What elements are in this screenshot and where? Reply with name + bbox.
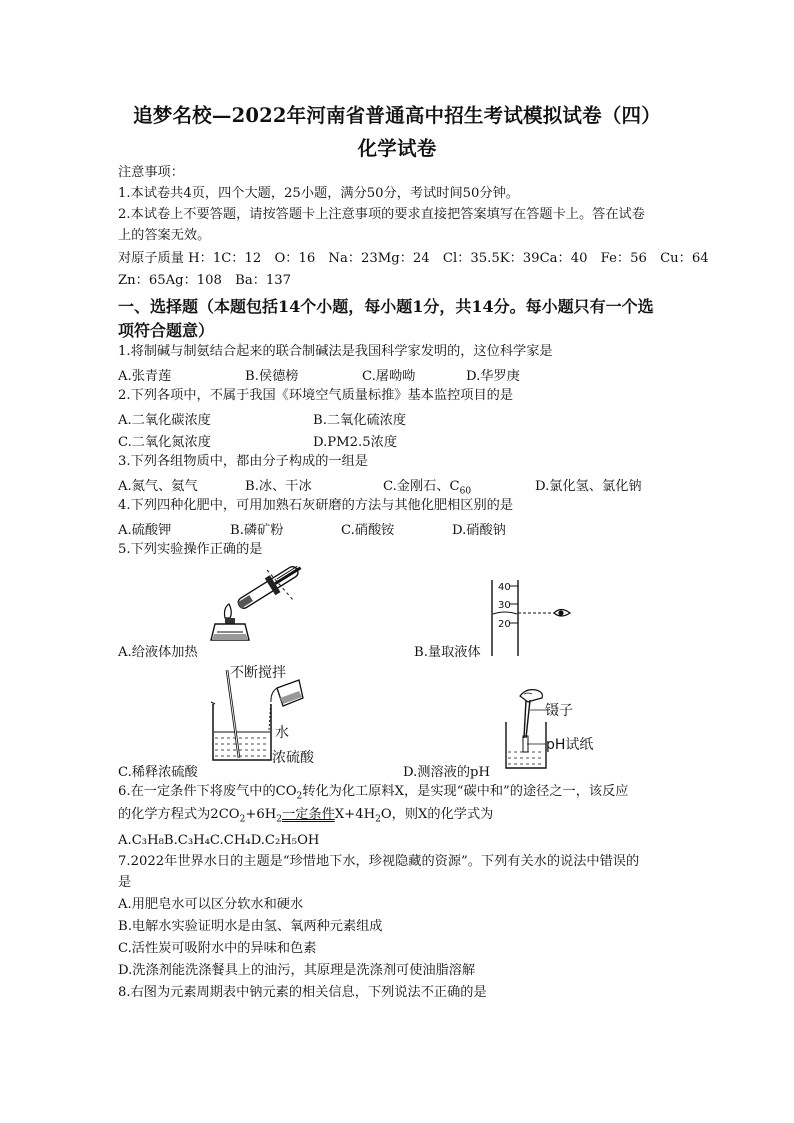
q4-stem: 4.下列四种化肥中，可用加熟石灰研磨的方法与其他化肥相区别的是 (118, 498, 514, 513)
q5-option-b: B.量取液体 (414, 645, 481, 660)
label-water: 水 (275, 725, 289, 741)
q1-option-b: B.侯德榜 (245, 369, 299, 384)
section-1-heading-cont: 项符合题意） (118, 321, 215, 340)
q6-options: A.C₃H₈B.C₃H₄C.CH₄D.C₂H₅OH (118, 833, 320, 848)
q3-option-a: A.氮气、氦气 (118, 479, 198, 494)
cyl-tick-40: 40 (498, 582, 511, 593)
note-1: 1.本试卷共4页，四个大题，25小题，满分50分，考试时间50分钟。 (118, 186, 519, 201)
section-1-heading: 一、选择题（本题包括14个小题，每小题1分，共14分。每小题只有一个选 (118, 297, 654, 316)
q4-option-d: D.硝酸钠 (452, 523, 506, 538)
note-2a: 2.本试卷上不要答题，请按答题卡上注意事项的要求直接把答案填写在答题卡上。答在试卷 (118, 207, 645, 222)
q7-option-c: C.活性炭可吸附水中的异味和色素 (118, 941, 317, 956)
q3-option-d: D.氯化氢、氯化钠 (535, 479, 642, 494)
q5-option-d: D.测溶液的pH (403, 765, 490, 780)
exam-subtitle: 化学试卷 (357, 137, 437, 160)
q1-stem: 1.将制碱与制氨结合起来的联合制碱法是我国科学家发明的，这位科学家是 (118, 344, 553, 359)
cyl-tick-30: 30 (498, 600, 511, 611)
q7-stem-line-1: 7.2022年世界水日的主题是“珍惜地下水，珍视隐藏的资源”。下列有关水的说法中错误的 (118, 854, 640, 869)
exam-title: 追梦名校—2022年河南省普通高中招生考试模拟试卷（四） (133, 104, 661, 127)
q5-option-a: A.给液体加热 (118, 645, 198, 660)
q2-option-c: C.二氧化氮浓度 (118, 435, 211, 450)
note-2b: 上的答案无效。 (118, 228, 211, 243)
label-tweezers: 镊子 (545, 703, 573, 719)
q7-option-a: A.用肥皂水可以区分软水和硬水 (118, 897, 304, 912)
q4-option-c: C.硝酸铵 (341, 523, 395, 538)
label-constant-stirring: 不断搅拌 (230, 665, 286, 681)
q5-option-c: C.稀释浓硫酸 (118, 765, 198, 780)
q3-stem: 3.下列各组物质中，都由分子构成的一组是 (118, 454, 368, 469)
q1-option-d: D.华罗庚 (466, 369, 520, 384)
q1-option-c: C.屠呦呦 (362, 369, 416, 384)
notes-heading: 注意事项： (118, 165, 184, 180)
figure-graduated-cylinder (480, 576, 576, 660)
figure-ph-test (500, 682, 570, 774)
q2-option-b: B.二氧化硫浓度 (313, 413, 407, 428)
reaction-condition: 一定条件 (282, 807, 335, 822)
atomic-mass-line-1: 对原子质量 H：1C：12 O：16 Na：23Mg：24 Cl：35.5K：39Ca：40 Fe：56 Cu：64 (118, 251, 709, 266)
q4-option-a: A.硫酸钾 (118, 523, 172, 538)
q3-option-c: C.金刚石、$C_{60}$ (383, 479, 472, 497)
q3-option-b: B.冰、干冰 (245, 479, 312, 494)
q2-option-d: D.PM2.5浓度 (313, 435, 398, 450)
q7-stem-line-2: 是 (118, 875, 132, 890)
q7-option-d: D.洗涤剂能洗涤餐具上的油污，其原理是洗涤剂可使油脂溶解 (118, 963, 476, 978)
q6-equation-line: 的化学方程式为$2CO_2+6H_2$一定条件$X+4H_2O$，则X的化学式为 (118, 807, 494, 825)
q5-stem: 5.下列实验操作正确的是 (118, 542, 263, 557)
atomic-mass-line-2: Zn：65Ag：108 Ba：137 (118, 273, 292, 288)
q1-option-a: A.张青莲 (118, 369, 172, 384)
q6-stem-line-1: 6.在一定条件下将废气中的$CO_2$转化为化工原料X，是实现“碳中和”的途径之一，该反应 (118, 784, 629, 802)
label-concentrated-acid: 浓硫酸 (272, 750, 314, 766)
label-ph-paper: pH试纸 (546, 737, 594, 753)
q8-stem: 8.右图为元素周期表中钠元素的相关信息，下列说法不正确的是 (118, 985, 487, 1000)
cyl-tick-20: 20 (498, 619, 511, 630)
q2-stem: 2.下列各项中，不属于我国《环境空气质量标推》基本监控项目的是 (118, 388, 514, 403)
q4-option-b: B.磷矿粉 (230, 523, 284, 538)
q7-option-b: B.电解水实验证明水是由氢、氧两种元素组成 (118, 919, 383, 934)
q2-option-a: A.二氧化碳浓度 (118, 413, 211, 428)
figure-heating-liquid (205, 560, 315, 642)
